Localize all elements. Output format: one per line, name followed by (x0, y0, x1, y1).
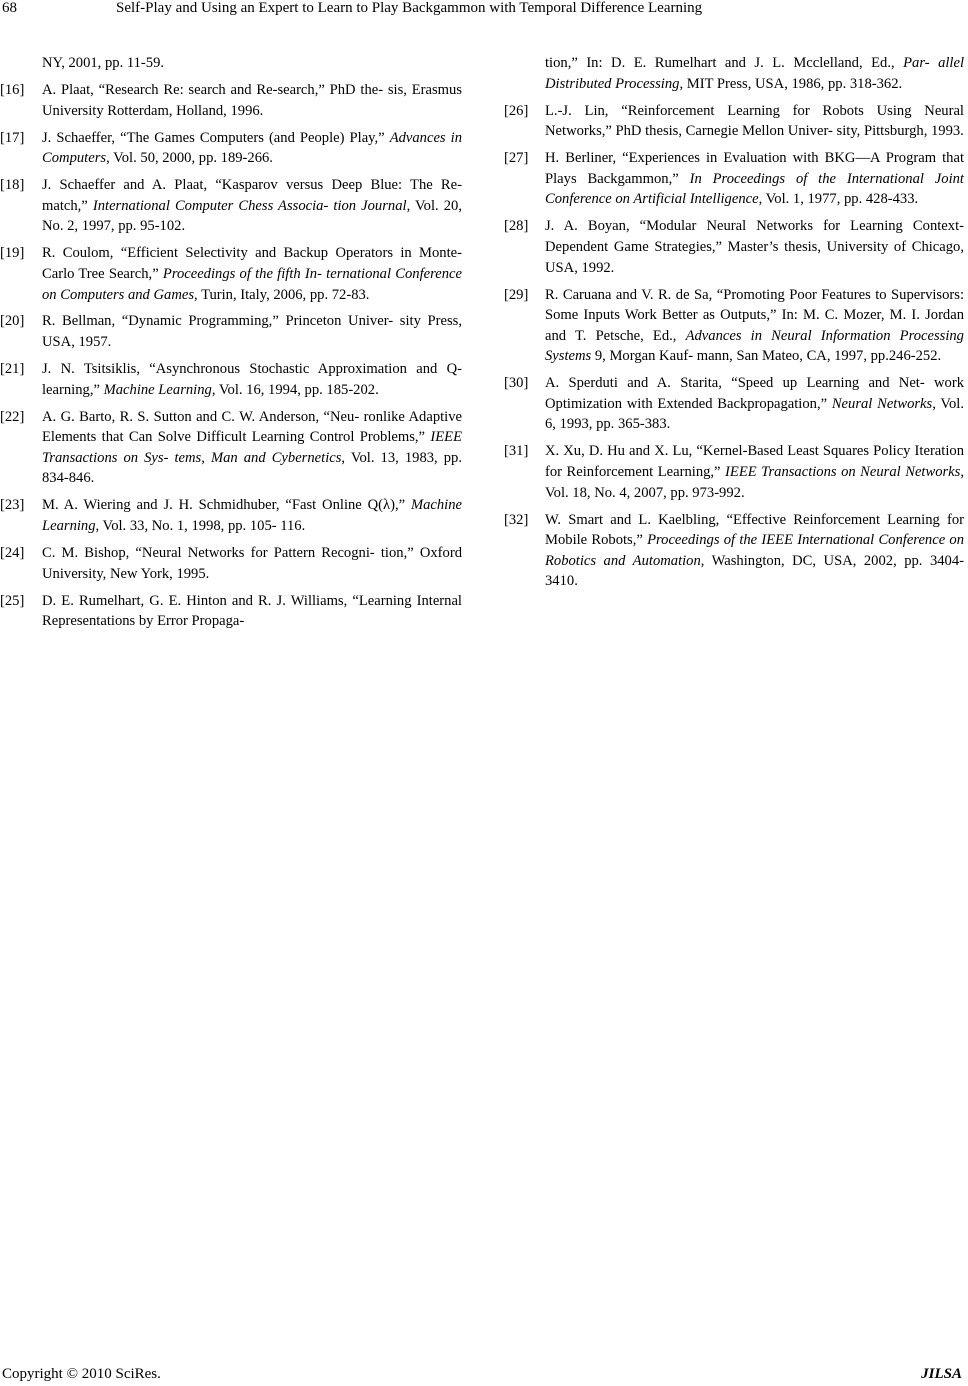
reference-list-left-column (0, 53, 462, 638)
reference-text: , (201, 449, 211, 466)
reference-number: [19] (0, 245, 25, 262)
reference-text: , Turin, Italy, 2006, pp. 72-83. (194, 286, 370, 303)
reference-text: , Vol. 6, 1993, pp. 365-383. (545, 395, 964, 433)
reference-text: , Vol. 18, No. 4, 2007, pp. 973-992. (545, 464, 964, 501)
reference-entry (0, 80, 462, 121)
reference-text: R. Caruana and V. R. de Sa, “Promoting Poor Features to Supervisors: Some Inputs Work Better as Outputs,” In: M. C. Mozer, M. I. Jordan and T. Petsche, Ed., (545, 286, 964, 344)
reference-text: A. Sperduti and A. Starita, “Speed up Learning and Net- work Optimization with Extended Backpropagation,” (545, 375, 964, 412)
reference-entry (0, 407, 462, 489)
reference-text: , MIT Press, USA, 1986, pp. 318-362. (679, 75, 903, 92)
reference-entry (504, 510, 964, 592)
reference-number: [31] (504, 443, 529, 460)
reference-italic-text: Par- allel Distributed Processing (545, 55, 965, 92)
copyright-notice: Copyright © 2010 SciRes. (2, 1366, 161, 1382)
reference-italic-text: Proceedings of the fifth In- ternational Conference on Computers and Games (42, 265, 462, 303)
reference-number: [23] (0, 497, 25, 514)
reference-continuation (42, 53, 462, 74)
reference-text: NY, 2001, pp. 11-59. (42, 55, 165, 71)
reference-text: 9, Morgan Kauf- mann, San Mateo, CA, 1997, pp.246-252. (591, 348, 942, 365)
reference-italic-text: IEEE Transactions on Neural Networks (725, 464, 961, 481)
reference-text: C. M. Bishop, “Neural Networks for Pattern Recogni- tion,” Oxford University, New York, 1995. (42, 544, 462, 582)
reference-text: M. A. Wiering and J. H. Schmidhuber, “Fast Online Q(λ),” (42, 497, 411, 514)
reference-italic-text: Advances in Computers (42, 129, 462, 167)
reference-entry (504, 148, 964, 210)
reference-text: , Vol. 13, 1983, pp. 834-846. (42, 449, 462, 487)
reference-italic-text: Neural Networks (831, 395, 933, 412)
reference-number: [17] (0, 129, 25, 146)
reference-entry (0, 543, 462, 584)
reference-text: , Vol. 20, No. 2, 1997, pp. 95-102. (42, 197, 462, 235)
running-title: Self-Play and Using an Expert to Learn to Play Backgammon with Temporal Difference Learning (116, 0, 703, 16)
reference-text: R. Coulom, “Efficient Selectivity and Backup Operators in Monte-Carlo Tree Search,” (42, 245, 462, 282)
reference-entry (504, 101, 964, 142)
reference-text: X. Xu, D. Hu and X. Lu, “Kernel-Based Least Squares Policy Iteration for Reinforcement Learning,” (545, 443, 964, 481)
reference-number: [22] (0, 408, 25, 425)
reference-entry (0, 243, 462, 305)
journal-abbreviation: JILSA (921, 1366, 962, 1382)
reference-number: [29] (504, 286, 529, 303)
reference-text: J. Schaeffer, “The Games Computers (and People) Play,” (42, 129, 390, 146)
reference-number: [30] (504, 375, 529, 392)
reference-number: [25] (0, 592, 25, 609)
reference-text: J. N. Tsitsiklis, “Asynchronous Stochastic Approximation and Q-learning,” (42, 361, 462, 398)
reference-text: L.-J. Lin, “Reinforcement Learning for Robots Using Neural Networks,” PhD thesis, Carnegie Mellon Univer- sity, Pittsburgh, 1993. (545, 102, 964, 140)
reference-number: [26] (504, 102, 529, 119)
reference-text: , Vol. 16, 1994, pp. 185-202. (211, 381, 379, 398)
reference-entry (504, 373, 964, 435)
reference-entry (0, 591, 462, 632)
reference-text: J. Schaeffer and A. Plaat, “Kasparov versus Deep Blue: The Re-match,” (42, 177, 462, 214)
reference-number: [27] (504, 150, 529, 167)
page-number: 68 (2, 0, 17, 16)
reference-text: W. Smart and L. Kaelbling, “Effective Reinforcement Learning for Mobile Robots,” (545, 511, 964, 549)
reference-list-right-column (504, 53, 964, 598)
reference-number: [16] (0, 81, 25, 98)
reference-italic-text: International Computer Chess Associa- tion Journal (92, 197, 407, 214)
reference-text: A. G. Barto, R. S. Sutton and C. W. Anderson, “Neu- ronlike Adaptive Elements that Can Solve Difficult Learning Control Problems,” (42, 408, 462, 446)
reference-text: A. Plaat, “Research Re: search and Re-search,” PhD the- sis, Erasmus University Rotterdam, Holland, 1996. (42, 81, 462, 119)
reference-entry (0, 495, 462, 536)
reference-number: [24] (0, 544, 25, 561)
reference-italic-text: Proceedings of the IEEE International Conference on Robotics and Automation (545, 532, 964, 569)
reference-entry (504, 216, 964, 278)
reference-number: [21] (0, 361, 25, 378)
reference-text: J. A. Boyan, “Modular Neural Networks for Learning Context-Dependent Game Strategies,” Master’s thesis, University of Chicago, USA, 1992. (545, 218, 964, 276)
reference-text: tion,” In: D. E. Rumelhart and J. L. Mcclelland, Ed., (545, 55, 904, 71)
reference-text: , Vol. 1, 1977, pp. 428-433. (758, 191, 919, 208)
reference-number: [32] (504, 511, 529, 528)
reference-entry (504, 285, 964, 367)
reference-italic-text: Machine Learning (103, 381, 212, 398)
reference-entry (0, 175, 462, 237)
reference-number: [20] (0, 313, 25, 330)
reference-italic-text: Machine Learning (42, 497, 462, 534)
reference-continuation (504, 53, 964, 94)
reference-italic-text: In Proceedings of the International Joint Conference on Artificial Intelligence (545, 170, 964, 208)
reference-entry (0, 311, 462, 352)
reference-italic-text: Advances in Neural Information Processing Systems (545, 327, 964, 365)
reference-text: H. Berliner, “Experiences in Evaluation with BKG—A Program that Plays Backgammon,” (545, 150, 964, 187)
reference-text: R. Bellman, “Dynamic Programming,” Princeton Univer- sity Press, USA, 1957. (42, 313, 462, 351)
reference-entry (0, 359, 462, 400)
reference-text: , Vol. 33, No. 1, 1998, pp. 105- 116. (95, 518, 306, 534)
reference-number: [18] (0, 177, 25, 194)
page-footer (0, 1366, 968, 1386)
reference-italic-text: Man and Cybernetics (210, 449, 342, 466)
page-header (0, 0, 968, 22)
reference-italic-text: IEEE Transactions on Sys- tems (42, 429, 462, 466)
reference-text: D. E. Rumelhart, G. E. Hinton and R. J. Williams, “Learning Internal Representations by Error Propaga- (42, 592, 462, 630)
reference-text: , Vol. 50, 2000, pp. 189-266. (106, 150, 273, 167)
reference-text: , Washington, DC, USA, 2002, pp. 3404-3410. (545, 552, 964, 590)
reference-number: [28] (504, 218, 529, 235)
reference-entry (0, 128, 462, 169)
reference-entry (504, 441, 964, 503)
